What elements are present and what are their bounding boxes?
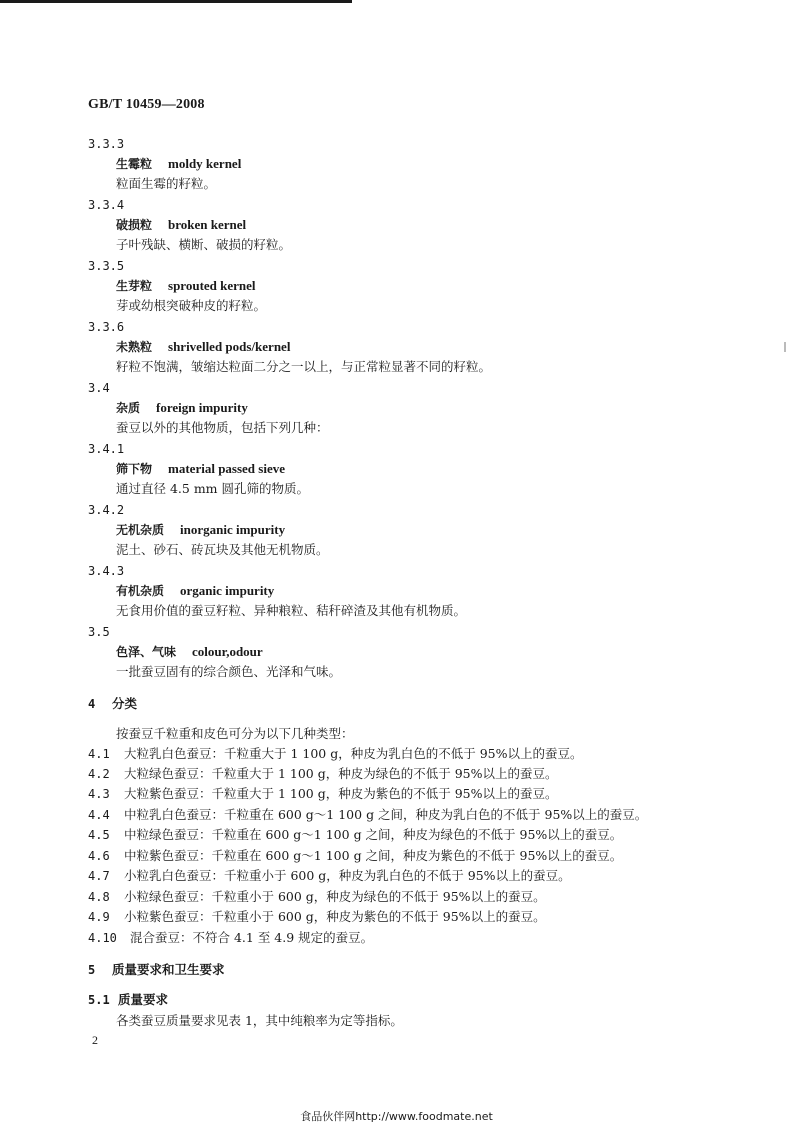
term-cn: 色泽、气味 (116, 645, 177, 659)
term-number: 3.3.6 (88, 320, 125, 334)
term-heading (116, 522, 285, 538)
term-en: moldy kernel (168, 156, 242, 171)
list-item (88, 766, 558, 782)
scan-artifact (784, 342, 786, 352)
term-number: 3.4.1 (88, 442, 125, 456)
section-heading (88, 696, 137, 712)
subsection-title: 质量要求 (118, 992, 169, 1007)
list-item (88, 746, 583, 762)
subsection-heading (88, 992, 168, 1008)
term-en: foreign impurity (156, 400, 248, 415)
term-cn: 生霉粒 (116, 157, 153, 171)
term-number: 3.5 (88, 625, 110, 639)
list-item (88, 930, 373, 946)
item-text: 中粒紫色蚕豆：千粒重在 600 g～1 100 g 之间，种皮为紫色的不低于 95%以上的蚕豆。 (124, 848, 623, 863)
section-number: 5 (88, 963, 96, 977)
term-definition: 泥土、砂石、砖瓦块及其他无机物质。 (116, 542, 329, 557)
item-text: 大粒紫色蚕豆：千粒重大于 1 100 g，种皮为紫色的不低于 95%以上的蚕豆。 (124, 786, 558, 801)
term-cn: 破损粒 (116, 218, 153, 232)
term-cn: 生芽粒 (116, 279, 153, 293)
term-definition: 无食用价值的蚕豆籽粒、异种粮粒、秸秆碎渣及其他有机物质。 (116, 603, 467, 618)
item-number: 4.5 (88, 828, 110, 842)
term-cn: 有机杂质 (116, 584, 165, 598)
footer-watermark: 食品伙伴网http://www.foodmate.net (300, 1110, 493, 1123)
item-number: 4.1 (88, 747, 110, 761)
term-definition: 粒面生霉的籽粒。 (116, 176, 217, 191)
section-intro: 按蚕豆千粒重和皮色可分为以下几种类型： (116, 726, 354, 741)
list-item (88, 868, 571, 884)
term-heading (116, 156, 241, 172)
term-en: broken kernel (168, 217, 247, 232)
term-heading (116, 644, 263, 660)
term-en: colour,odour (192, 644, 263, 659)
term-en: shrivelled pods/kernel (168, 339, 291, 354)
item-text: 小粒乳白色蚕豆：千粒重小于 600 g，种皮为乳白色的不低于 95%以上的蚕豆。 (124, 868, 571, 883)
section-title: 质量要求和卫生要求 (112, 962, 225, 977)
section-heading (88, 962, 225, 978)
item-number: 4.10 (88, 931, 117, 945)
paragraph: 各类蚕豆质量要求见表 1，其中纯粮率为定等指标。 (116, 1013, 403, 1028)
term-definition: 通过直径 4.5 mm 圆孔筛的物质。 (116, 481, 310, 496)
section-title: 分类 (112, 696, 138, 711)
list-item (88, 827, 622, 843)
term-definition: 芽或幼根突破种皮的籽粒。 (116, 298, 267, 313)
item-text: 大粒绿色蚕豆：千粒重大于 1 100 g，种皮为绿色的不低于 95%以上的蚕豆。 (124, 766, 558, 781)
item-text: 中粒绿色蚕豆：千粒重在 600 g～1 100 g 之间，种皮为绿色的不低于 95%以上的蚕豆。 (124, 827, 623, 842)
term-heading (116, 461, 285, 477)
term-number: 3.3.3 (88, 137, 125, 151)
list-item (88, 786, 558, 802)
term-cn: 杂质 (116, 401, 141, 415)
term-number: 3.4.3 (88, 564, 125, 578)
term-cn: 筛下物 (116, 462, 153, 476)
term-heading (116, 583, 274, 599)
document-id: GB/T 10459—2008 (88, 97, 205, 112)
term-en: sprouted kernel (168, 278, 256, 293)
term-definition: 籽粒不饱满，皱缩达粒面二分之一以上，与正常粒显著不同的籽粒。 (116, 359, 492, 374)
term-heading (116, 339, 290, 355)
item-number: 4.3 (88, 787, 110, 801)
term-cn: 未熟粒 (116, 340, 153, 354)
list-item (88, 909, 546, 925)
section-number: 4 (88, 697, 96, 711)
term-en: organic impurity (180, 583, 275, 598)
term-en: inorganic impurity (180, 522, 286, 537)
item-number: 4.9 (88, 910, 110, 924)
item-text: 小粒紫色蚕豆：千粒重小于 600 g，种皮为紫色的不低于 95%以上的蚕豆。 (124, 909, 546, 924)
item-number: 4.6 (88, 849, 110, 863)
term-number: 3.4 (88, 381, 110, 395)
item-text: 中粒乳白色蚕豆：千粒重在 600 g～1 100 g 之间，种皮为乳白色的不低于 95%以上的蚕豆。 (124, 807, 648, 822)
term-cn: 无机杂质 (116, 523, 165, 537)
item-number: 4.2 (88, 767, 110, 781)
term-number: 3.3.4 (88, 198, 125, 212)
page-number: 2 (92, 1033, 98, 1047)
item-number: 4.8 (88, 890, 110, 904)
term-en: material passed sieve (168, 461, 285, 476)
term-number: 3.4.2 (88, 503, 125, 517)
term-heading (116, 278, 256, 294)
item-text: 小粒绿色蚕豆：千粒重小于 600 g，种皮为绿色的不低于 95%以上的蚕豆。 (124, 889, 546, 904)
term-number: 3.3.5 (88, 259, 125, 273)
term-definition: 子叶残缺、横断、破损的籽粒。 (116, 237, 292, 252)
subsection-number: 5.1 (88, 993, 110, 1007)
item-text: 混合蚕豆：不符合 4.1 至 4.9 规定的蚕豆。 (130, 930, 374, 945)
item-number: 4.4 (88, 808, 110, 822)
item-number: 4.7 (88, 869, 110, 883)
term-heading (116, 400, 248, 416)
list-item (88, 807, 647, 823)
term-definition: 蚕豆以外的其他物质，包括下列几种： (116, 420, 329, 435)
list-item (88, 889, 546, 905)
term-definition: 一批蚕豆固有的综合颜色、光泽和气味。 (116, 664, 342, 679)
item-text: 大粒乳白色蚕豆：千粒重大于 1 100 g，种皮为乳白色的不低于 95%以上的蚕豆。 (124, 746, 583, 761)
term-heading (116, 217, 246, 233)
top-rule (0, 0, 352, 3)
list-item (88, 848, 622, 864)
